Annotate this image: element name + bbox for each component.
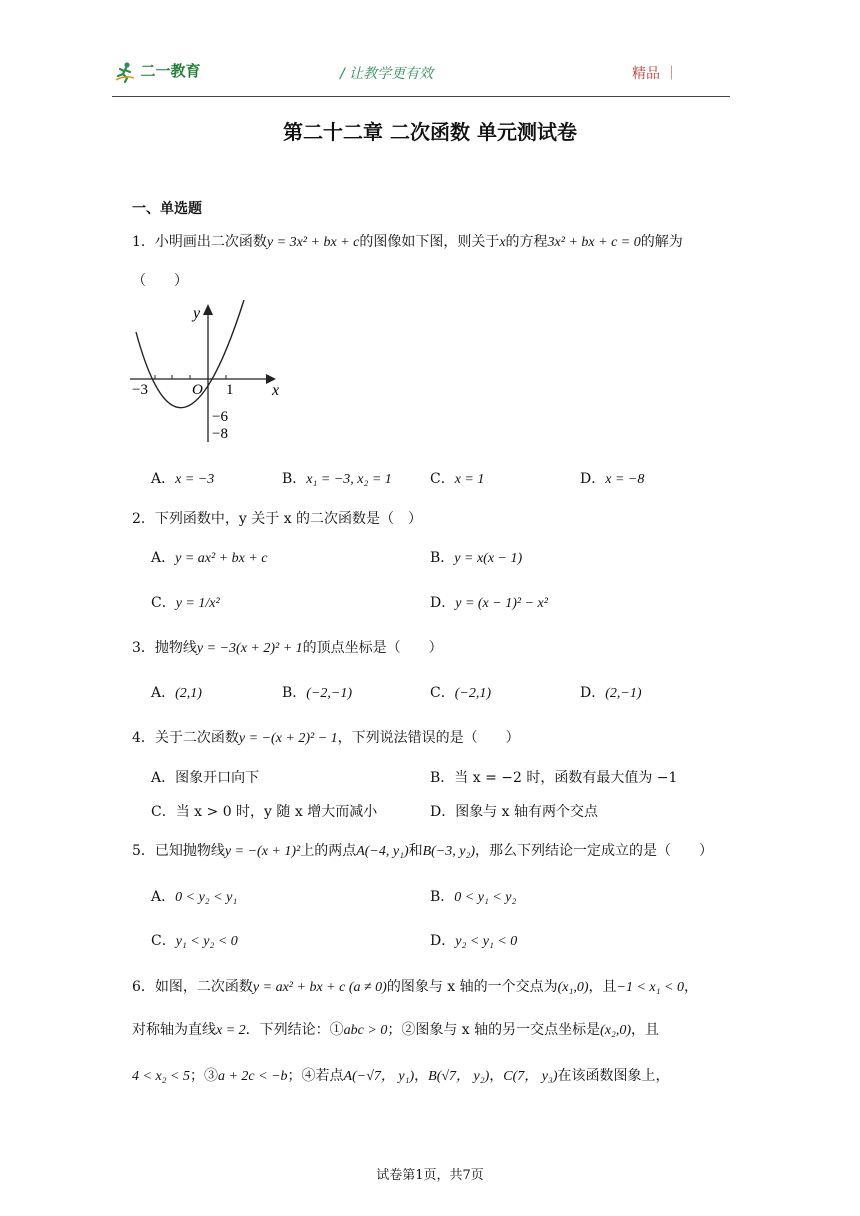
- q2-option-a: A．y = ax² + bx + c: [151, 550, 268, 566]
- q4-option-a: A．图象开口向下: [151, 770, 260, 786]
- q4-option-d: D．图象与 x 轴有两个交点: [430, 804, 599, 820]
- q3-option-d: D．(2,−1): [580, 685, 642, 701]
- tick-label-neg8: −8: [212, 426, 228, 442]
- q5-option-a: A．0 < y₂ < y₁: [151, 889, 238, 905]
- tick-label-neg3: −3: [132, 382, 148, 398]
- q3-option-b: B．(−2,−1): [282, 685, 353, 701]
- question-6-line-2: 对称轴为直线x = 2．下列结论：①abc > 0；②图象与 x 轴的另一交点坐标是(x₂,0)，且: [132, 1022, 660, 1038]
- tick-label-1: 1: [226, 382, 234, 398]
- q5-option-d: D．y₂ < y₁ < 0: [430, 933, 518, 949]
- q5-option-b: B．0 < y₁ < y₂: [430, 889, 517, 905]
- q1-option-b: B．x₁ = −3, x₂ = 1: [282, 471, 392, 487]
- header-badge: 精品 ｜: [632, 66, 679, 82]
- question-6-line-3: 4 < x₂ < 5；③a + 2c < −b；④若点A(−√7， y₁)，B(√7， y₂)，C(7， y₃)在该函数图象上，: [132, 1068, 670, 1084]
- parabola-graph: [126, 298, 286, 446]
- question-3-stem: 3．抛物线y = −3(x + 2)² + 1的顶点坐标是（ ）: [132, 640, 443, 656]
- q2-option-b: B．y = x(x − 1): [430, 550, 523, 566]
- q4-option-b: B．当 x = −2 时，函数有最大值为 −1: [430, 770, 678, 786]
- q5-option-c: C．y₁ < y₂ < 0: [151, 933, 238, 949]
- question-1-stem: 1．小明画出二次函数y = 3x² + bx + c的图像如下图，则关于x的方程3x² + bx + c = 0的解为: [132, 234, 683, 250]
- y-axis-label: y: [193, 305, 201, 322]
- q3-option-a: A．(2,1): [151, 685, 202, 701]
- runner-logo-icon: [114, 61, 136, 83]
- question-4-stem: 4．关于二次函数y = −(x + 2)² − 1，下列说法错误的是（ ）: [132, 730, 520, 746]
- q1-option-d: D．x = −8: [580, 471, 645, 487]
- q2-option-c: C．y = 1/x²: [151, 595, 220, 611]
- question-1-paren: （ ）: [132, 273, 188, 289]
- y-axis-arrow: [203, 304, 213, 315]
- section-heading: 一、单选题: [132, 201, 202, 217]
- origin-label: O: [192, 382, 203, 398]
- q1-option-c: C．x = 1: [430, 471, 485, 487]
- header-divider: [112, 96, 730, 97]
- question-5-stem: 5．已知抛物线y = −(x + 1)²上的两点A(−4, y₁)和B(−3, y₂)，那么下列结论一定成立的是（ ）: [132, 843, 714, 859]
- q3-option-c: C．(−2,1): [430, 685, 491, 701]
- logo-text: 二一教育: [140, 62, 201, 80]
- q1-option-a: A．x = −3: [151, 471, 215, 487]
- q2-option-d: D．y = (x − 1)² − x²: [430, 595, 548, 611]
- page-title: 第二十二章 二次函数 单元测试卷: [283, 120, 577, 144]
- question-2-stem: 2．下列函数中，y 关于 x 的二次函数是（ ）: [132, 511, 423, 527]
- q4-option-c: C．当 x > 0 时，y 随 x 增大而减小: [151, 804, 378, 820]
- question-6-line-1: 6．如图，二次函数y = ax² + bx + c (a ≠ 0)的图象与 x 轴的一个交点为(x₁,0)，且−1 < x₁ < 0，: [132, 979, 698, 995]
- logo: [114, 60, 200, 83]
- tick-label-neg6: −6: [212, 409, 228, 425]
- header-slogan: / 让教学更有效: [340, 66, 434, 82]
- x-axis-label: x: [272, 382, 280, 399]
- page-footer: 试卷第1页，共7页: [376, 1168, 484, 1183]
